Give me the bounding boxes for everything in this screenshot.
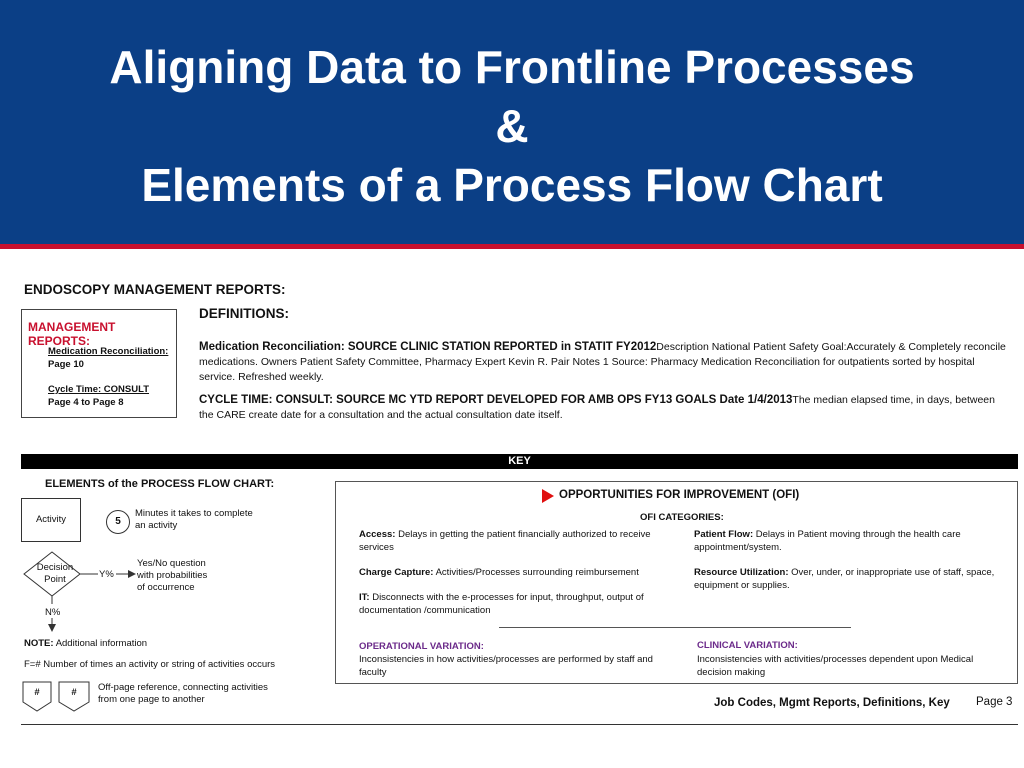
footer-label: Job Codes, Mgmt Reports, Definitions, Key xyxy=(714,697,950,709)
med-rec-page: Page 10 xyxy=(48,359,84,370)
ofi-it xyxy=(359,591,669,617)
definition-cycle-time xyxy=(199,393,1009,423)
yes-probability-label: Y% xyxy=(99,569,114,580)
ofi-resource-text: Over, under, or inappropriate use of staff, space, equipment or supplies. xyxy=(694,567,995,591)
ofi-title: OPPORTUNITIES FOR IMPROVEMENT (OFI) xyxy=(559,489,800,501)
ofi-it-label: IT: xyxy=(359,592,370,603)
minutes-description xyxy=(135,508,253,532)
operational-variation-title: OPERATIONAL VARIATION: xyxy=(359,641,484,652)
play-arrow-icon xyxy=(542,489,554,503)
page-number: Page 3 xyxy=(976,696,1013,708)
ofi-flow-label: Patient Flow: xyxy=(694,529,754,540)
title-line-1: Aligning Data to Frontline Processes xyxy=(109,41,915,93)
ofi-charge-capture xyxy=(359,566,669,579)
activity-box: Activity xyxy=(21,498,81,542)
ofi-divider xyxy=(499,627,851,628)
header-divider xyxy=(0,244,1024,249)
decision-desc-line-2: with probabilities xyxy=(137,570,208,581)
clinical-variation-title: CLINICAL VARIATION: xyxy=(697,640,798,651)
ofi-charge-text: Activities/Processes surrounding reimbursement xyxy=(435,567,639,578)
slide-header xyxy=(0,0,1024,244)
definition-med-rec-text: Description National Patient Safety Goal:Accurately & Completely reconcile medications. Owners Patient Safety Committee, Pharmacy Expert Kevin R. Pair Notes 1 Source: Pharmacy Medication Reconciliation for outpatients sorted by hospital service. Refreshed weekly. xyxy=(199,341,1006,383)
ofi-categories-label: OFI CATEGORIES: xyxy=(640,512,724,523)
decision-label-line-2: Point xyxy=(44,574,66,585)
elements-title: ELEMENTS of the PROCESS FLOW CHART: xyxy=(45,478,275,490)
management-reports-box xyxy=(21,309,177,418)
med-rec-link[interactable]: Medication Reconciliation: xyxy=(48,346,169,357)
management-reports-title: MANAGEMENT REPORTS: xyxy=(28,320,116,348)
clinical-variation-text: Inconsistencies with activities/processes dependent upon Medical decision making xyxy=(697,654,974,678)
decision-label-line-1: Decision xyxy=(36,562,74,573)
section-title: ENDOSCOPY MANAGEMENT REPORTS: xyxy=(24,282,286,297)
title-line-2: & xyxy=(495,100,529,152)
definition-med-rec-heading: Medication Reconciliation: SOURCE CLINIC STATION REPORTED in STATIT FY2012 xyxy=(199,341,657,353)
key-bar: KEY xyxy=(21,454,1018,469)
definition-med-rec xyxy=(199,340,1009,385)
ofi-resource-label: Resource Utilization: xyxy=(694,567,789,578)
ofi-access-label: Access: xyxy=(359,529,396,540)
off-page-symbol-2: # xyxy=(71,687,77,698)
definition-cycle-time-heading: CYCLE TIME: CONSULT: SOURCE MC YTD REPORT DEVELOPED FOR AMB OPS FY13 GOALS Date 1/4/2013 xyxy=(199,394,793,406)
off-page-desc-line-2: from one page to another xyxy=(98,694,205,705)
no-probability-label: N% xyxy=(45,607,61,618)
cycle-time-link[interactable]: Cycle Time: CONSULT xyxy=(48,384,150,395)
decision-label xyxy=(30,562,80,586)
title-line-3: Elements of a Process Flow Chart xyxy=(141,159,883,211)
ofi-charge-label: Charge Capture: xyxy=(359,567,434,578)
cycle-time-page: Page 4 to Page 8 xyxy=(48,397,124,408)
definitions-title: DEFINITIONS: xyxy=(199,306,289,321)
operational-variation-text: Inconsistencies in how activities/processes are performed by staff and faculty xyxy=(359,654,653,678)
ofi-flow-text: Delays in Patient moving through the health care appointment/system. xyxy=(694,529,961,553)
minutes-circle: 5 xyxy=(106,510,130,534)
ofi-access xyxy=(359,528,669,554)
decision-description xyxy=(137,558,207,594)
ofi-access-text: Delays in getting the patient financially authorized to receive services xyxy=(359,529,651,553)
ofi-it-text: Disconnects with the e-processes for input, throughput, output of documentation /communication xyxy=(359,592,644,616)
minutes-desc-line-2: an activity xyxy=(135,520,178,531)
ofi-resource-utilization xyxy=(694,566,1006,592)
note-text: Additional information xyxy=(55,638,148,649)
slide-title xyxy=(0,38,1024,215)
off-page-description xyxy=(98,682,268,706)
decision-desc-line-1: Yes/No question xyxy=(137,558,206,569)
frequency-legend: F=# Number of times an activity or string of activities occurs xyxy=(24,659,276,670)
ofi-patient-flow xyxy=(694,528,1006,554)
decision-desc-line-3: of occurrence xyxy=(137,582,195,593)
definition-cycle-time-text: The median elapsed time, in days, between the CARE create date for a consultation and the actual consultation date itself. xyxy=(199,394,995,421)
off-page-desc-line-1: Off-page reference, connecting activities xyxy=(98,682,268,693)
bottom-divider xyxy=(21,724,1018,725)
note-legend xyxy=(24,638,147,649)
minutes-desc-line-1: Minutes it takes to complete xyxy=(135,508,253,519)
off-page-symbol-1: # xyxy=(34,687,40,698)
note-label: NOTE: xyxy=(24,638,54,649)
